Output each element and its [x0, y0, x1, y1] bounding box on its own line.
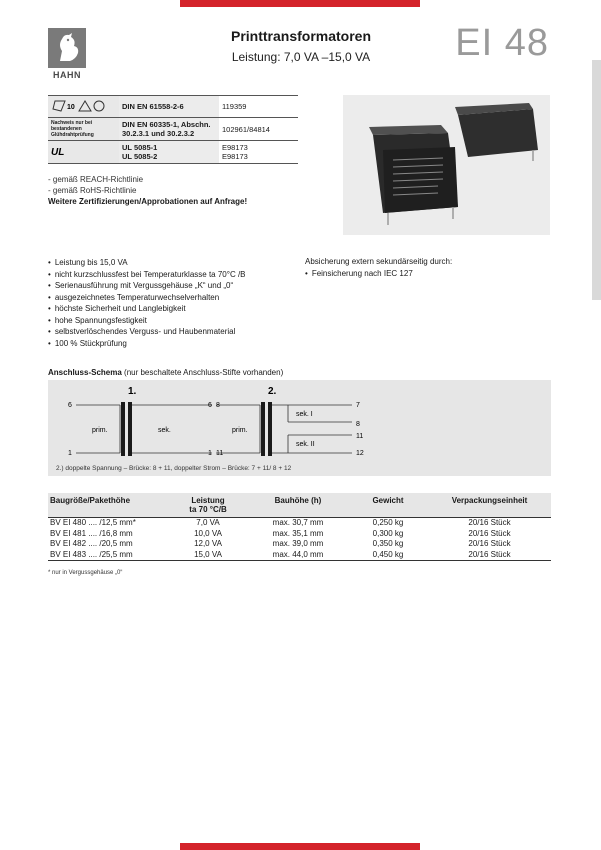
schema-note: 2.) doppelte Spannung – Brücke: 8 + 11, doppelter Strom – Brücke: 7 + 11/ 8 + 12 [56, 465, 292, 472]
cert-number: E98173 E98173 [219, 141, 298, 164]
diagram-2 [208, 386, 364, 457]
feature-item: • nicht kurzschlussfest bei Temperaturklasse ta 70°C /B [48, 269, 246, 281]
schema-title-rest: (nur beschaltete Anschluss-Stifte vorhanden) [121, 368, 284, 377]
table-cell: 20/16 Stück [428, 550, 551, 561]
schema-title [48, 368, 283, 377]
pin-label: 11 [356, 433, 364, 440]
cert-row [48, 141, 298, 164]
cert-label: Nachweis nur bei bestandenen Glühdrahtprüfung [48, 118, 119, 141]
pin-label: 6 [208, 402, 212, 409]
prim-label: prim. [92, 427, 108, 434]
bottom-accent-bar [180, 843, 420, 850]
svg-text:10: 10 [67, 103, 75, 111]
feature-item: • ausgezeichnetes Temperaturwechselverhalten [48, 292, 246, 304]
spec-header-row [48, 493, 551, 518]
top-accent-bar [180, 0, 420, 7]
table-cell: 20/16 Stück [468, 539, 511, 548]
cert-number: 102961/84814 [219, 118, 298, 141]
table-cell: 0,250 kg [372, 518, 404, 527]
cert-standard: DIN EN 60335-1, Abschn. 30.2.3.1 und 30.2.3.2 [119, 118, 219, 141]
cert-marks-icon [48, 96, 119, 118]
diagram-2-number: 2. [268, 386, 277, 397]
hahn-logo [48, 28, 86, 80]
pin-label: 1 [68, 450, 72, 457]
column-header: Gewicht [348, 493, 428, 518]
table-cell: 20/16 Stück [468, 518, 511, 527]
column-header: Verpackungseinheit [428, 493, 551, 518]
svg-text:UL: UL [51, 147, 65, 157]
cert-notes [48, 174, 143, 196]
table-cell: BV EI 481 .... /16,8 mm [50, 528, 133, 538]
schema-title-bold: Anschluss-Schema [48, 368, 122, 377]
table-cell: max. 30,7 mm [272, 518, 324, 527]
table-cell: 0,300 kg [372, 528, 404, 538]
column-header: Bauhöhe (h) [248, 493, 348, 518]
cert-request-note: Weitere Zertifizierungen/Approbationen auf Anfrage! [48, 197, 248, 206]
pin-label: 12 [356, 450, 364, 457]
table-cell: 0,350 kg [372, 539, 404, 548]
feature-item: • selbstverlöschendes Verguss- und Haubenmaterial [48, 326, 246, 338]
diagram-1-number: 1. [128, 386, 137, 397]
model-name: EI 48 [455, 22, 549, 64]
table-row [48, 550, 551, 561]
fuse-item: • Feinsicherung nach IEC 127 [305, 269, 413, 278]
pin-label: 1 [208, 450, 212, 457]
table-cell: BV EI 480 .... /12,5 mm* [50, 518, 136, 527]
cert-row [48, 96, 298, 118]
cert-standard: DIN EN 61558-2-6 [119, 96, 219, 118]
table-cell: 12,0 VA [194, 539, 222, 548]
table-row [48, 539, 551, 550]
feature-item: • hohe Spannungsfestigkeit [48, 315, 246, 327]
spec-footnote: * nur in Vergussgehäuse „0“ [48, 570, 123, 576]
cert-number: 119359 [219, 96, 298, 118]
cert-standard: UL 5085-1 UL 5085-2 [119, 141, 219, 164]
table-cell: max. 39,0 mm [272, 539, 324, 548]
cert-note: - gemäß RoHS-Richtlinie [48, 186, 137, 195]
column-header: Leistung ta 70 °C/B [168, 493, 248, 518]
table-row [48, 518, 551, 529]
table-cell: 0,450 kg [348, 550, 428, 561]
page-subtitle: Leistung: 7,0 VA –15,0 VA [231, 50, 371, 64]
column-header: Baugröße/Pakethöhe [48, 493, 168, 518]
table-cell: max. 44,0 mm [248, 550, 348, 561]
pin-label: 8 [216, 402, 220, 409]
prim-label: prim. [232, 427, 248, 434]
page-title: Printtransformatoren [230, 28, 372, 44]
cert-row [48, 118, 298, 141]
feature-item: • höchste Sicherheit und Langlebigkeit [48, 303, 246, 315]
rooster-icon [48, 28, 86, 68]
feature-item: • Leistung bis 15,0 VA [48, 257, 246, 269]
table-cell: BV EI 482 .... /20,5 mm [50, 539, 133, 548]
sek-label: sek. [158, 427, 171, 434]
schema-diagram [48, 380, 551, 476]
product-photo [343, 95, 550, 235]
ul-mark-icon [48, 141, 119, 164]
certification-table [48, 95, 298, 164]
feature-list [48, 257, 246, 349]
sek2-label: sek. II [296, 441, 315, 448]
pin-label: 7 [356, 402, 360, 409]
pin-label: 6 [68, 402, 72, 409]
fuse-heading: Absicherung extern sekundärseitig durch: [305, 257, 453, 266]
feature-item: • Serienausführung mit Vergussgehäuse „K“ und „0“ [48, 280, 246, 292]
pin-label: 11 [216, 450, 224, 457]
schema-panel [48, 380, 551, 476]
sek1-label: sek. I [296, 411, 313, 418]
diagram-1 [68, 386, 223, 457]
table-cell: max. 35,1 mm [272, 528, 324, 538]
table-cell: BV EI 483 .... /25,5 mm [48, 550, 168, 561]
table-cell: 20/16 Stück [468, 528, 511, 538]
table-row [48, 529, 551, 540]
table-cell: 10,0 VA [194, 528, 222, 538]
side-tab [592, 60, 601, 300]
pin-label: 8 [356, 421, 360, 428]
table-cell: 15,0 VA [168, 550, 248, 561]
cert-note: - gemäß REACH-Richtlinie [48, 175, 144, 184]
feature-item: • 100 % Stückprüfung [48, 338, 246, 350]
spec-table [48, 493, 551, 561]
table-cell: 7,0 VA [196, 518, 220, 527]
logo-text: HAHN [53, 70, 81, 80]
